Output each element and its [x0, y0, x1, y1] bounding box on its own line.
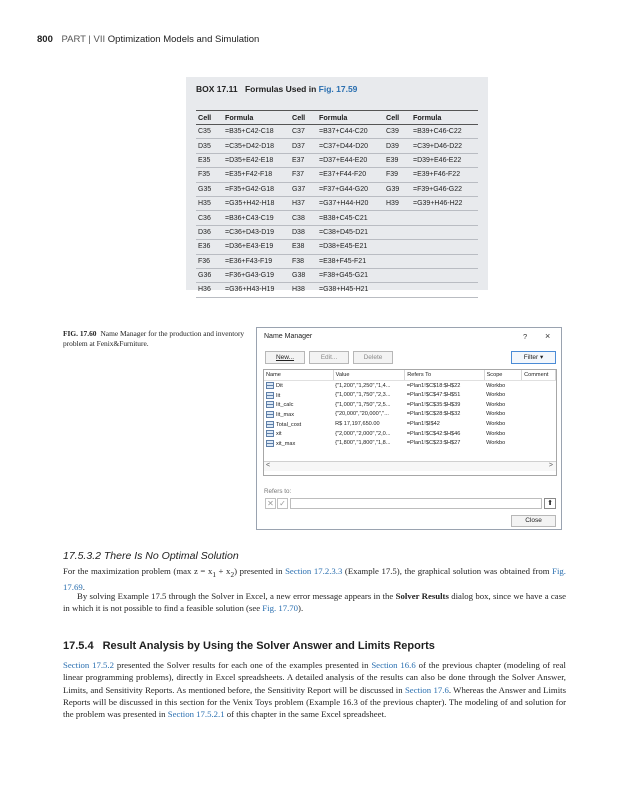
name-text: xit: [276, 431, 282, 438]
text-run: .: [82, 582, 85, 593]
cell-formula: =E39+F46-F22: [411, 168, 478, 182]
table-row: [196, 225, 478, 239]
cell-reference: H35: [196, 196, 223, 210]
range-name-icon: [266, 401, 274, 408]
cell-formula: =C35+D42-D18: [223, 139, 290, 153]
subscript: 1: [212, 570, 216, 579]
list-item[interactable]: [264, 439, 556, 449]
cell-reference: H38: [290, 283, 317, 297]
cell-reference: C39: [384, 125, 411, 139]
cell-formula: =G36+H43-H19: [223, 283, 290, 297]
list-item[interactable]: [264, 410, 556, 420]
text-run: By solving Example 17.5 through the Solver in Excel, a new error message appears in the: [77, 591, 396, 601]
section-link[interactable]: Section 17.5.2: [63, 660, 114, 670]
cell-reference: F38: [290, 254, 317, 268]
figure-caption-text: Name Manager for the production and inventory problem at Fenix&Furniture.: [63, 329, 245, 348]
cell-reference: [384, 240, 411, 254]
scope-cell: Workbo: [486, 382, 506, 389]
refers-to-cell: =Plan1!$C$18:$H$22: [406, 382, 461, 389]
cell-reference: [384, 283, 411, 297]
figure-link[interactable]: Fig. 17.70: [262, 603, 299, 614]
text-run: (Example 17.5), the graphical solution was obtained from: [342, 566, 553, 576]
close-icon[interactable]: ×: [545, 331, 551, 341]
cell-reference: E39: [384, 153, 411, 167]
cell-formula: =D38+E45-E21: [317, 240, 384, 254]
text-run: ) presented in: [234, 566, 286, 576]
cell-reference: F35: [196, 168, 223, 182]
comment-cell: [522, 410, 556, 420]
confirm-icon[interactable]: ✓: [277, 498, 288, 509]
cell-formula: =B37+C44-C20: [317, 125, 384, 139]
range-name-icon: [266, 382, 274, 389]
cell-reference: C36: [196, 211, 223, 225]
range-name-icon: [266, 430, 274, 437]
cell-reference: [384, 268, 411, 282]
cell-formula: =G39+H46-H22: [411, 196, 478, 210]
refers-to-cell: =Plan1!$C$23:$H$27: [406, 440, 461, 447]
dialog-title: Name Manager: [264, 333, 313, 340]
cell-reference: [384, 211, 411, 225]
list-column-header[interactable]: Name: [264, 370, 333, 381]
horizontal-scrollbar[interactable]: [264, 461, 556, 471]
name-manager-dialog: [256, 327, 562, 530]
name-cell: [264, 390, 333, 400]
cell-formula: =B36+C43-C19: [223, 211, 290, 225]
cell-reference: C37: [290, 125, 317, 139]
formula-table-header: Formula: [223, 111, 290, 125]
cell-formula: =B39+C46-C22: [411, 125, 478, 139]
comment-cell: [522, 439, 556, 449]
running-header: [37, 34, 259, 45]
text-run: For the maximization problem (max z = x: [63, 566, 213, 576]
text-run: + x: [215, 566, 231, 576]
cell-formula: =F39+G46-G22: [411, 182, 478, 196]
cell-formula: [411, 254, 478, 268]
cell-formula: [411, 268, 478, 282]
section-link[interactable]: Section 17.2.3.3: [285, 566, 343, 576]
name-cell: [264, 381, 333, 391]
names-list[interactable]: [263, 369, 557, 476]
cell-reference: G39: [384, 182, 411, 196]
section-title: Result Analysis by Using the Solver Answer and Limits Reports: [102, 640, 435, 652]
figure-link[interactable]: Fig. 17.69: [63, 566, 566, 593]
cell-reference: H36: [196, 283, 223, 297]
paragraph-3: [63, 659, 566, 720]
list-column-header[interactable]: Scope: [484, 370, 522, 381]
table-row: [196, 139, 478, 153]
cell-formula: =E35+F42-F18: [223, 168, 290, 182]
formula-box: [186, 77, 488, 294]
cell-reference: [384, 254, 411, 268]
range-name-icon: [266, 440, 274, 447]
cell-reference: F36: [196, 254, 223, 268]
list-item[interactable]: [264, 390, 556, 400]
header-title: Optimization Models and Simulation: [107, 34, 260, 45]
cell-formula: =C36+D43-D19: [223, 225, 290, 239]
cell-formula: =F38+G45-G21: [317, 268, 384, 282]
value-cell: {"1,200","1,250","1,4...: [335, 382, 391, 389]
range-name-icon: [266, 421, 274, 428]
list-item[interactable]: [264, 381, 556, 391]
cell-formula: [411, 225, 478, 239]
figure-caption: [63, 329, 253, 348]
scope-cell: Workbo: [486, 430, 506, 437]
name-cell: [264, 410, 333, 420]
cell-formula: =C39+D46-D22: [411, 139, 478, 153]
name-cell: [264, 400, 333, 410]
table-row: [196, 211, 478, 225]
list-column-header[interactable]: Refers To: [405, 370, 484, 381]
table-row: [196, 254, 478, 268]
subscript: 2: [230, 570, 235, 579]
value-cell: {"20,000","20,000","...: [335, 411, 389, 418]
subsection-number: 17.5.3.2: [63, 550, 101, 562]
text-run: of this chapter in the same Excel spreadsheet.: [224, 709, 387, 720]
cell-formula: =F35+G42-G18: [223, 182, 290, 196]
cell-formula: =F37+G44-G20: [317, 182, 384, 196]
table-row: [196, 240, 478, 254]
cell-reference: F37: [290, 168, 317, 182]
collapse-icon[interactable]: ⬆: [544, 498, 556, 509]
refers-to-cell: =Plan1!$C$42:$H$46: [406, 430, 461, 437]
cell-reference: H37: [290, 196, 317, 210]
formula-table-header: Cell: [290, 111, 317, 125]
table-row: [196, 168, 478, 182]
scope-cell: Workbo: [486, 440, 506, 447]
box-title-text: Formulas Used in: [244, 84, 317, 94]
table-row: [196, 196, 478, 210]
list-item[interactable]: [264, 419, 556, 429]
subsection-heading: [63, 550, 239, 562]
filter-button[interactable]: Filter ▾: [511, 351, 556, 364]
cell-reference: C38: [290, 211, 317, 225]
cell-reference: E38: [290, 240, 317, 254]
range-name-icon: [266, 392, 274, 399]
table-row: [196, 283, 478, 297]
refers-to-cell: =Plan1!$I$42: [406, 421, 440, 428]
range-name-icon: [266, 411, 274, 418]
cell-formula: [411, 240, 478, 254]
cell-reference: E37: [290, 153, 317, 167]
scope-cell: Workbo: [486, 401, 506, 408]
cell-reference: F39: [384, 168, 411, 182]
text-run: of the previous chapter (modeling of real linear programming problems), directly in Excel spreadsheets. A detailed analysis of the results can also be done through the Solver Answer, Limits, and Sensitivity Reports. As mentioned before, the Sensitivity Report will be discussed in: [63, 660, 566, 695]
formula-table: [196, 110, 478, 298]
cell-reference: H39: [384, 196, 411, 210]
cell-formula: =G37+H44-H20: [317, 196, 384, 210]
cell-reference: D37: [290, 139, 317, 153]
cell-formula: =D39+E46-E22: [411, 153, 478, 167]
cell-formula: =G38+H45-H21: [317, 283, 384, 297]
section-link[interactable]: Section 17.6: [404, 684, 449, 695]
section-number: 17.5.4: [63, 640, 94, 652]
section-link[interactable]: Section 17.5.2.1: [167, 709, 225, 720]
close-button[interactable]: Close: [511, 515, 556, 527]
table-row: [196, 268, 478, 282]
cell-reference: C35: [196, 125, 223, 139]
cell-formula: =D37+E44-E20: [317, 153, 384, 167]
bold-term: Solver Results: [395, 591, 449, 601]
name-cell: [264, 439, 333, 449]
box-figure-link[interactable]: Fig. 17.59: [318, 84, 358, 94]
cell-formula: =E36+F43-F19: [223, 254, 290, 268]
list-item[interactable]: [264, 400, 556, 410]
value-cell: {"1,800","1,800","1,8...: [335, 440, 391, 447]
cell-formula: =C37+D44-D20: [317, 139, 384, 153]
cell-formula: [411, 283, 478, 297]
name-text: Total_cost: [276, 421, 302, 428]
box-title: [196, 84, 478, 100]
cell-formula: =G35+H42-H18: [223, 196, 290, 210]
cell-reference: D36: [196, 225, 223, 239]
name-text: Iit_calc: [276, 402, 294, 409]
name-text: xit_max: [276, 440, 296, 447]
value-cell: R$ 17,197,650.00: [335, 421, 380, 428]
refers-to-input[interactable]: [290, 498, 542, 509]
table-row: [196, 153, 478, 167]
cell-formula: =D36+E43-E19: [223, 240, 290, 254]
cell-formula: =B38+C45-C21: [317, 211, 384, 225]
cell-formula: =E37+F44-F20: [317, 168, 384, 182]
cell-reference: E35: [196, 153, 223, 167]
value-cell: {"1,000","1,750","2,3...: [335, 392, 391, 399]
cell-formula: =E38+F45-F21: [317, 254, 384, 268]
text-run: dialog box, since we have a case in which it is not possible to find a feasible solution (see: [63, 591, 566, 614]
comment-cell: [522, 429, 556, 439]
text-run: ).: [298, 603, 304, 614]
refers-to-label: Refers to:: [264, 488, 292, 495]
name-cell: [264, 419, 333, 429]
formula-table-header: Formula: [411, 111, 478, 125]
scope-cell: Workbo: [486, 421, 506, 428]
list-item[interactable]: [264, 429, 556, 439]
comment-cell: [522, 390, 556, 400]
cell-reference: D39: [384, 139, 411, 153]
cell-formula: =D35+E42-E18: [223, 153, 290, 167]
list-column-header[interactable]: Comment: [522, 370, 556, 381]
refers-to-cell: =Plan1!$C$28:$H$32: [406, 411, 461, 418]
list-column-header[interactable]: Value: [333, 370, 405, 381]
cell-formula: [411, 211, 478, 225]
new-button[interactable]: New...: [265, 351, 305, 364]
cell-reference: G37: [290, 182, 317, 196]
cell-reference: G36: [196, 268, 223, 282]
figure-label: FIG. 17.60: [63, 329, 97, 338]
table-row: [196, 182, 478, 196]
cell-formula: =C38+D45-D21: [317, 225, 384, 239]
name-text: Iit_max: [276, 411, 295, 418]
scroll-right-icon[interactable]: >: [548, 462, 553, 469]
comment-cell: [522, 400, 556, 410]
scope-cell: Workbo: [486, 392, 506, 399]
comment-cell: [522, 419, 556, 429]
name-text: Iit: [276, 392, 281, 399]
section-link[interactable]: Section 16.6: [371, 660, 416, 670]
scroll-left-icon[interactable]: <: [266, 462, 271, 469]
cancel-icon[interactable]: ✕: [265, 498, 276, 509]
subsection-title: There Is No Optimal Solution: [103, 550, 239, 562]
value-cell: {"1,000","1,750","2,5...: [335, 401, 391, 408]
cell-reference: D35: [196, 139, 223, 153]
cell-reference: G38: [290, 268, 317, 282]
formula-table-header: Formula: [317, 111, 384, 125]
part-label: PART | VII: [61, 34, 106, 45]
cell-reference: E36: [196, 240, 223, 254]
name-cell: [264, 429, 333, 439]
text-run: presented the Solver results for each one of the examples presented in: [113, 660, 372, 670]
page-number: 800: [37, 34, 53, 45]
table-row: [196, 125, 478, 139]
refers-to-cell: =Plan1!$C$47:$H$51: [406, 392, 461, 399]
section-heading: [63, 640, 435, 652]
text-run: . Whereas the Answer and Limits Reports will be discussed in this section for the Venix Toys problem (Example 16.3 of the previous chapter). The modeling of and solution for the problem was presented in: [63, 684, 566, 720]
refers-to-cell: =Plan1!$C$35:$H$39: [406, 401, 461, 408]
box-label: BOX 17.11: [196, 84, 238, 94]
scope-cell: Workbo: [486, 411, 506, 418]
formula-table-header: Cell: [196, 111, 223, 125]
value-cell: {"2,000","2,000","2,0...: [335, 430, 391, 437]
comment-cell: [522, 381, 556, 391]
cell-formula: =F36+G43-G19: [223, 268, 290, 282]
paragraph-2: [63, 590, 566, 615]
cell-reference: D38: [290, 225, 317, 239]
cell-reference: [384, 225, 411, 239]
formula-table-header: Cell: [384, 111, 411, 125]
edit-button[interactable]: Edit...: [309, 351, 349, 364]
cell-reference: G35: [196, 182, 223, 196]
delete-button[interactable]: Delete: [353, 351, 393, 364]
cell-formula: =B35+C42-C18: [223, 125, 290, 139]
help-icon[interactable]: ?: [523, 332, 528, 341]
name-text: Dit: [276, 383, 283, 390]
